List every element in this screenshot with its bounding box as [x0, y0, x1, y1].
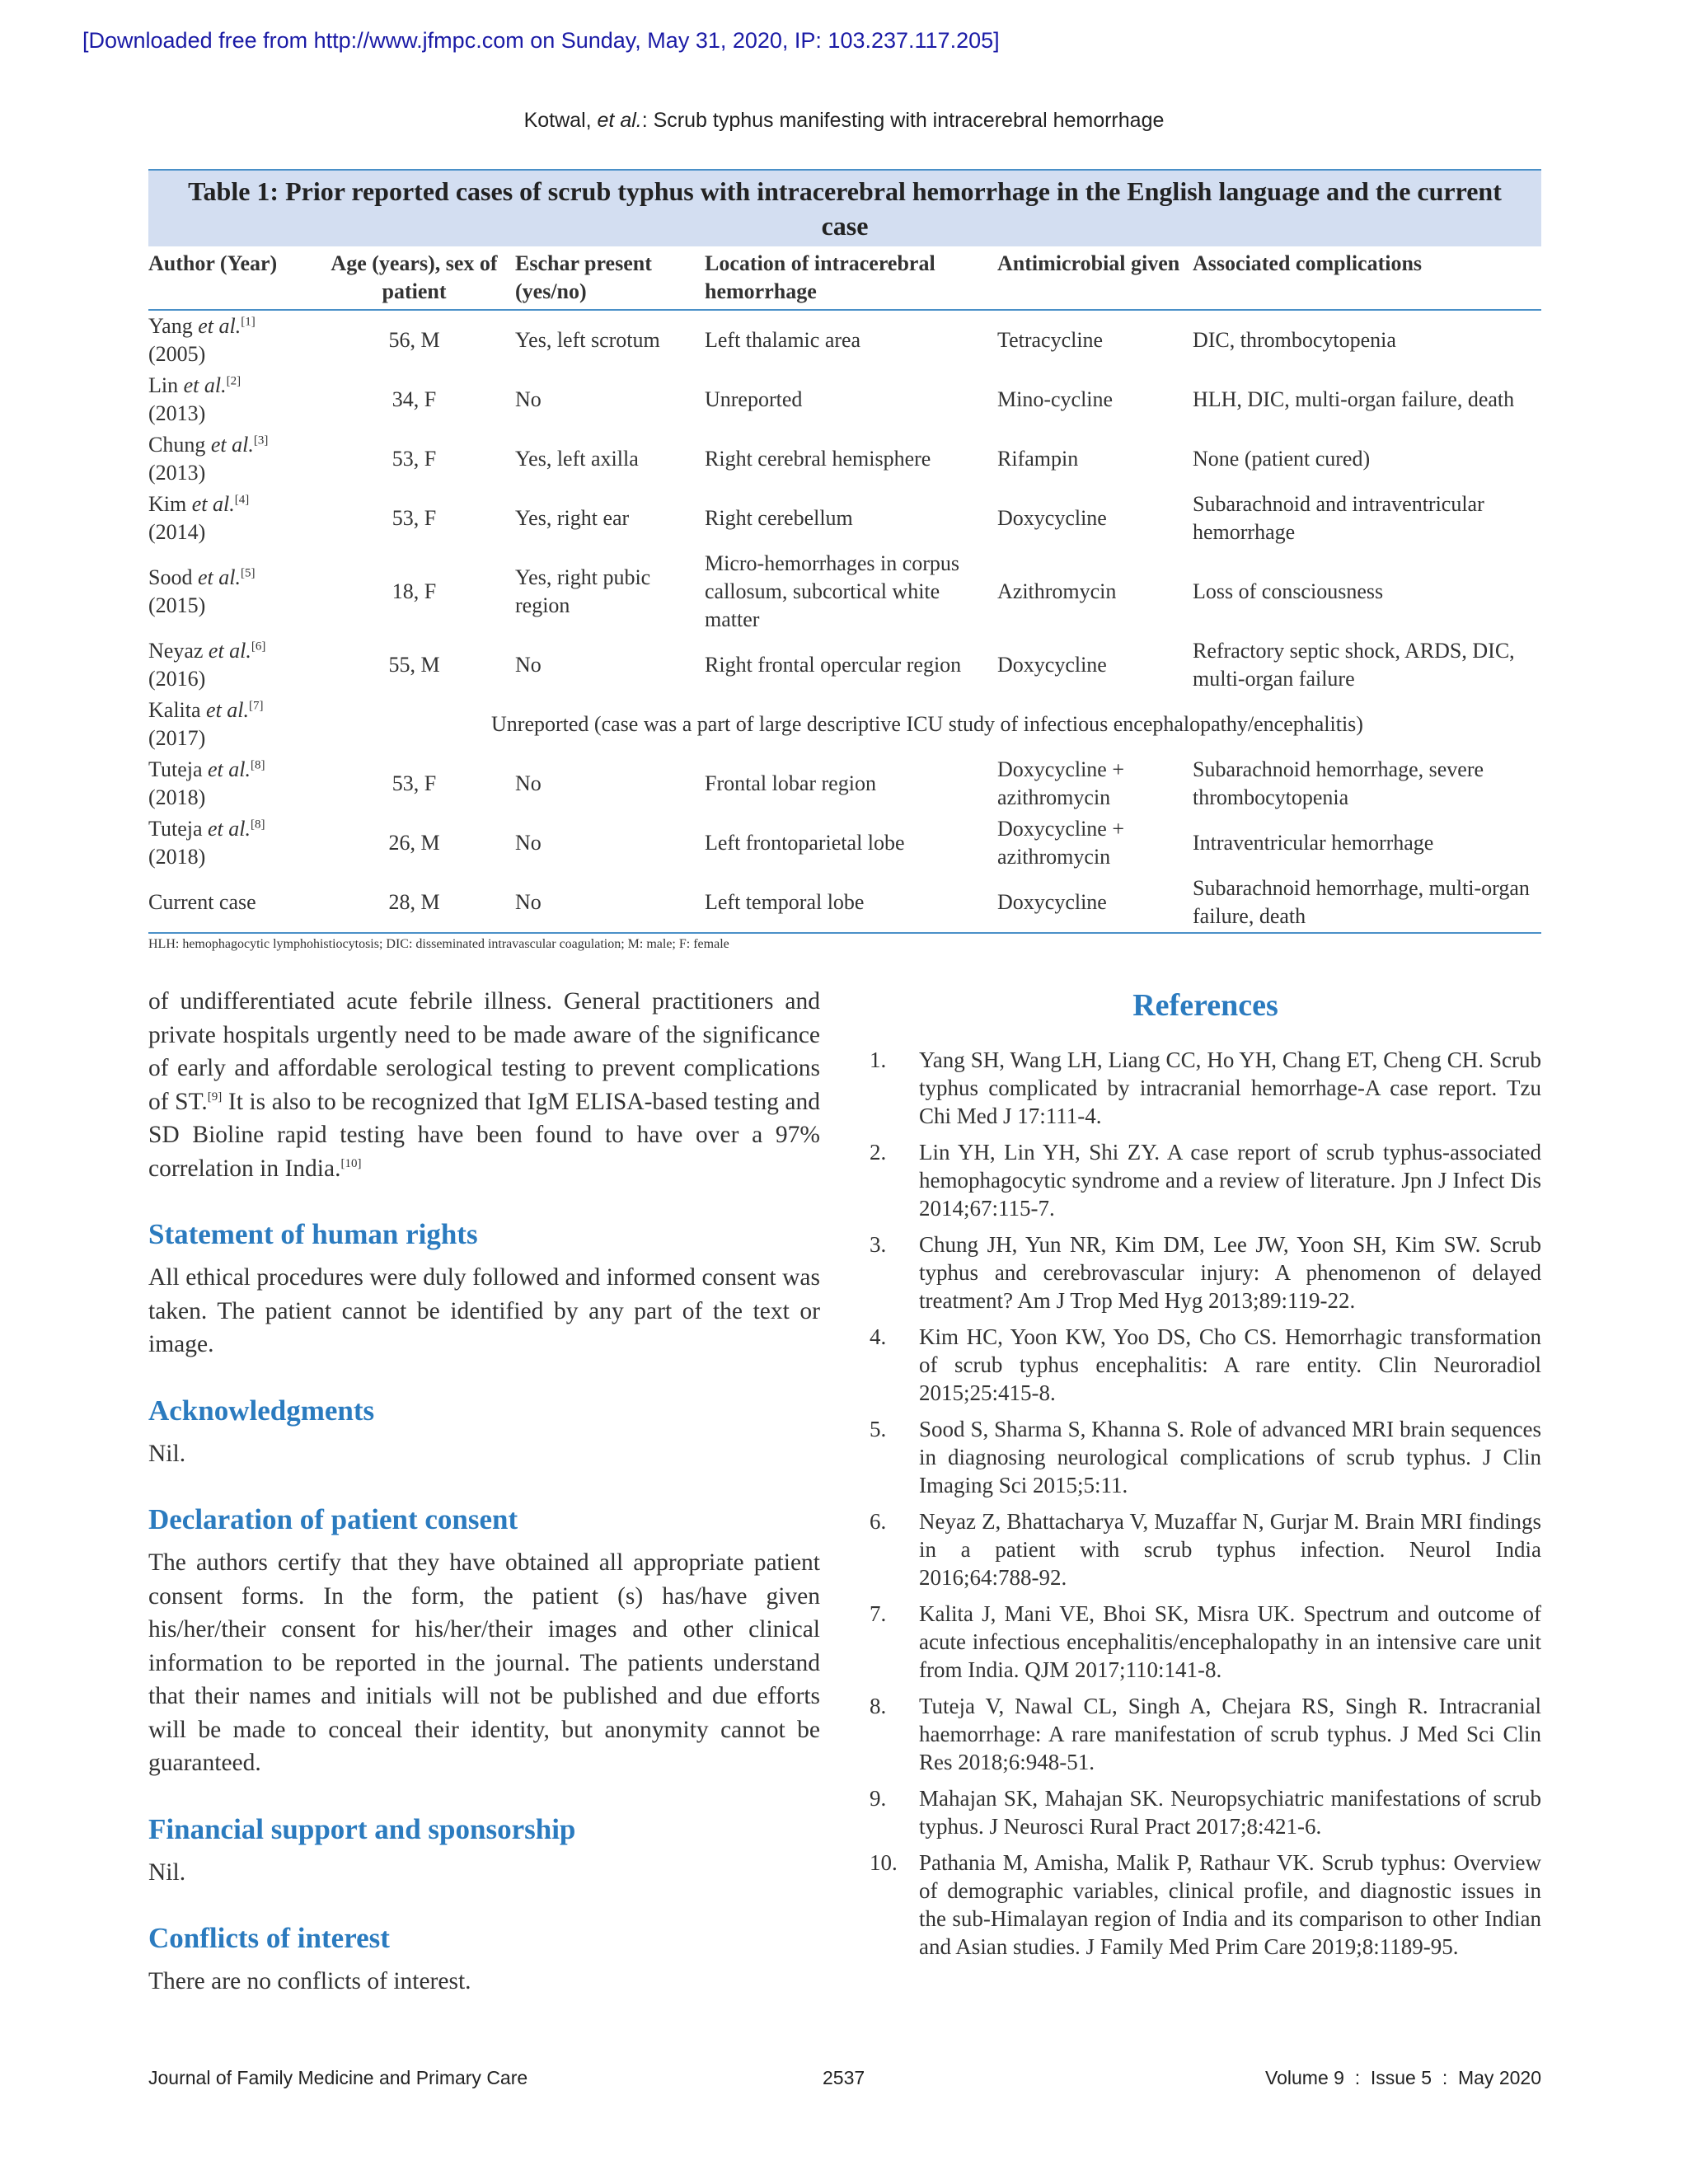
reference-item: [870, 1507, 1541, 1591]
header-complications: Associated complications: [1193, 246, 1541, 310]
cell-complications: Subarachnoid and intraventricular hemorrhage: [1193, 492, 1484, 544]
cell-age-sex: 56, M: [388, 328, 440, 352]
citation-link[interactable]: [4]: [234, 493, 250, 507]
table-footnote: HLH: hemophagocytic lymphohistiocytosis; DIC: disseminated intravascular coagulation; M: male; F: female: [148, 937, 729, 951]
cell-complications: Refractory septic shock, ARDS, DIC, multi‑organ failure: [1193, 639, 1515, 691]
cell-complications: Intraventricular hemorrhage: [1193, 831, 1434, 855]
cell-eschar: Yes, left scrotum: [515, 328, 660, 352]
author-etal: et al.: [198, 314, 241, 338]
cell-location: Left temporal lobe: [705, 873, 997, 933]
reference-text: Yang SH, Wang LH, Liang CC, Ho YH, Chang ET, Cheng CH. Scrub typhus complicated by intracranial hemorrhage‑A case report. Tzu Chi Med J 17:111‑4.: [919, 1047, 1541, 1128]
author-etal: et al.: [197, 565, 241, 589]
table-row: [148, 873, 1541, 933]
section-heading: Acknowledgments: [148, 1394, 375, 1427]
table-row: [148, 813, 1541, 873]
footer-page-number: 2537: [823, 2067, 865, 2088]
reference-item: [870, 1230, 1541, 1315]
citation-link[interactable]: [5]: [240, 566, 256, 580]
reference-number: 10.: [870, 1850, 898, 1875]
section-text: Nil.: [148, 1858, 186, 1886]
reference-text: Lin YH, Lin YH, Shi ZY. A case report of scrub typhus‑associated hemophagocytic syndrome and a review of literature. Jpn J Infect Dis 2014;67:115‑7.: [919, 1140, 1541, 1221]
author-name: Lin: [148, 373, 179, 397]
reference-item: [870, 1784, 1541, 1840]
reference-text: Kim HC, Yoon KW, Yoo DS, Cho CS. Hemorrhagic transformation of scrub typhus encephalitis: A rare entity. Clin Neuroradiol 2015;25:415‑8.: [919, 1324, 1541, 1405]
author-etal: et al.: [208, 639, 251, 663]
reference-item: [870, 1849, 1541, 1961]
author-name: Neyaz: [148, 639, 204, 663]
citation-9[interactable]: [9]: [207, 1090, 223, 1104]
cell-antimicrobial: Doxycycline: [997, 653, 1107, 677]
table-row: [148, 310, 1541, 370]
author-name: Current case: [148, 890, 256, 914]
cell-location: Right cerebral hemisphere: [705, 447, 931, 471]
cell-merged-note: Unreported (case was a part of large descriptive ICU study of infectious encephalopathy/encephalitis): [491, 712, 1363, 736]
intro-text-1: of undifferentiated acute febrile illness. General practitioners and private hospitals urgently need to be made aware of the significance of early and affordable serological testing to prevent complications of ST.: [148, 988, 820, 1115]
citation-link[interactable]: [2]: [226, 374, 241, 388]
cell-complications: Subarachnoid hemorrhage, severe thrombocytopenia: [1193, 757, 1484, 809]
author-name: Sood: [148, 565, 193, 589]
author-name: Tuteja: [148, 817, 203, 841]
table-caption: Table 1: Prior reported cases of scrub typhus with intracerebral hemorrhage in the English language and the current case: [148, 169, 1541, 246]
left-column: [148, 985, 820, 1999]
author-etal: et al.: [191, 492, 235, 516]
cell-complications: Subarachnoid hemorrhage, multi‑organ failure, death: [1193, 873, 1541, 933]
table-1: [148, 169, 1541, 952]
author-year: (2014): [148, 520, 206, 544]
cell-antimicrobial: Rifampin: [997, 447, 1079, 471]
author-name: Chung: [148, 433, 206, 457]
reference-number: 1.: [870, 1047, 887, 1072]
citation-link[interactable]: [8]: [251, 758, 265, 772]
author-year: (2016): [148, 667, 206, 691]
reference-number: 5.: [870, 1417, 887, 1441]
reference-number: 8.: [870, 1694, 887, 1718]
intro-paragraph: [148, 985, 820, 1185]
cell-location: Micro‑hemorrhages in corpus callosum, subcortical white matter: [705, 551, 960, 631]
table-row: [148, 370, 1541, 429]
table-row: [148, 695, 1541, 754]
cell-antimicrobial: Doxycycline: [997, 873, 1193, 933]
reference-number: 7.: [870, 1601, 887, 1626]
cell-age-sex: 53, F: [392, 771, 437, 795]
author-year: (2018): [148, 845, 206, 869]
table-row: [148, 429, 1541, 489]
cell-age-sex: 28, M: [313, 873, 515, 933]
cell-eschar: Yes, right pubic region: [515, 565, 651, 617]
running-head: [0, 109, 1688, 133]
author-etal: et al.: [183, 373, 227, 397]
reference-item: [870, 1415, 1541, 1499]
author-etal: et al.: [208, 817, 251, 841]
cases-table: [148, 246, 1541, 934]
cell-antimicrobial: Doxycycline: [997, 506, 1107, 530]
right-column: [870, 985, 1541, 1969]
cell-complications: HLH, DIC, multi‑organ failure, death: [1193, 387, 1515, 411]
cell-complications: Loss of consciousness: [1193, 579, 1384, 603]
section-text: Nil.: [148, 1440, 186, 1467]
table-row: [148, 489, 1541, 548]
cell-eschar: No: [515, 653, 542, 677]
table-body: [148, 310, 1541, 933]
citation-link[interactable]: [3]: [253, 434, 269, 448]
references-heading: References: [1132, 988, 1278, 1023]
reference-text: Chung JH, Yun NR, Kim DM, Lee JW, Yoon SH, Kim SW. Scrub typhus and cerebrovascular injury: A phenomenon of delayed treatment? Am J Trop Med Hyg 2013;89:119‑22.: [919, 1232, 1541, 1313]
download-watermark: [Downloaded free from http://www.jfmpc.com on Sunday, May 31, 2020, IP: 103.237.117.205]: [82, 28, 1000, 53]
reference-item: [870, 1692, 1541, 1776]
cell-eschar: No: [515, 873, 705, 933]
section-text: There are no conflicts of interest.: [148, 1968, 471, 1994]
author-name: Tuteja: [148, 757, 203, 781]
reference-text: Mahajan SK, Mahajan SK. Neuropsychiatric manifestations of scrub typhus. J Neurosci Rural Pract 2017;8:421‑6.: [919, 1786, 1541, 1839]
running-head-title: : Scrub typhus manifesting with intracerebral hemorrhage: [641, 109, 1165, 132]
reference-number: 3.: [870, 1232, 887, 1257]
cell-location: Left thalamic area: [705, 328, 861, 352]
cell-complications: DIC, thrombocytopenia: [1193, 328, 1396, 352]
author-year: (2005): [148, 342, 206, 366]
author-etal: et al.: [208, 757, 251, 781]
cell-age-sex: 26, M: [388, 831, 440, 855]
section-text: All ethical procedures were duly followed and informed consent was taken. The patient cannot be identified by any part of the text or image.: [148, 1264, 820, 1357]
cell-author: [148, 873, 313, 933]
author-year: (2013): [148, 401, 206, 425]
cell-eschar: No: [515, 771, 542, 795]
header-author: Author (Year): [148, 246, 313, 310]
author-etal: et al.: [210, 433, 254, 457]
citation-link[interactable]: [6]: [251, 640, 266, 654]
section-heading: Declaration of patient consent: [148, 1503, 518, 1535]
table-row: [148, 635, 1541, 695]
author-year: (2015): [148, 593, 206, 617]
back-matter-sections: [148, 1216, 820, 1999]
author-name: Yang: [148, 314, 193, 338]
header-eschar: Eschar present (yes/no): [515, 246, 705, 310]
reference-item: [870, 1138, 1541, 1222]
cell-age-sex: 18, F: [392, 579, 437, 603]
cell-author: [148, 310, 313, 370]
cell-author: [148, 489, 313, 548]
header-antimicrobial: Antimicrobial given: [997, 246, 1193, 310]
cell-author: [148, 429, 313, 489]
section-heading: Statement of human rights: [148, 1218, 478, 1250]
footer-journal: Journal of Family Medicine and Primary Care: [148, 2067, 528, 2088]
reference-number: 6.: [870, 1509, 887, 1534]
cell-age-sex: 55, M: [388, 653, 440, 677]
author-etal: et al.: [206, 698, 250, 722]
running-head-author: Kotwal,: [523, 109, 592, 132]
reference-text: Sood S, Sharma S, Khanna S. Role of advanced MRI brain sequences in diagnosing neurological complications of scrub typhus. J Clin Imaging Sci 2015;5:11.: [919, 1417, 1541, 1497]
table-row: [148, 548, 1541, 635]
section-heading: Conflicts of interest: [148, 1922, 390, 1954]
reference-number: 4.: [870, 1324, 887, 1349]
cell-location: Frontal lobar region: [705, 771, 876, 795]
cell-author: [148, 635, 313, 695]
cell-eschar: No: [515, 831, 542, 855]
cell-eschar: No: [515, 387, 542, 411]
cell-author: [148, 695, 313, 754]
citation-10[interactable]: [10]: [340, 1156, 362, 1170]
citation-link[interactable]: [7]: [249, 699, 264, 713]
cell-age-sex: 34, F: [392, 387, 437, 411]
cell-author: [148, 754, 313, 813]
author-name: Kalita: [148, 698, 201, 722]
reference-item: [870, 1046, 1541, 1130]
author-year: (2018): [148, 785, 206, 809]
reference-item: [870, 1323, 1541, 1407]
cell-author: [148, 370, 313, 429]
table-header-row: [148, 246, 1541, 310]
reference-number: 9.: [870, 1786, 887, 1811]
cell-eschar: Yes, left axilla: [515, 447, 639, 471]
cell-location: Left frontoparietal lobe: [705, 831, 905, 855]
cell-eschar: Yes, right ear: [515, 506, 630, 530]
cell-antimicrobial: Doxycycline + azithromycin: [997, 817, 1125, 869]
reference-text: Pathania M, Amisha, Malik P, Rathaur VK. Scrub typhus: Overview of demographic variables, clinical profile, and diagnostic issues in the sub‑Himalayan region of India and its comparison to other Indian and Asian studies. J Family Med Prim Care 2019;8:1189‑95.: [919, 1850, 1541, 1959]
cell-antimicrobial: Azithromycin: [997, 579, 1117, 603]
author-name: Kim: [148, 492, 187, 516]
cell-author: [148, 813, 313, 873]
header-age-sex: Age (years), sex of patient: [313, 246, 515, 310]
cell-age-sex: 53, F: [392, 447, 437, 471]
author-year: (2017): [148, 726, 206, 750]
reference-text: Tuteja V, Nawal CL, Singh A, Chejara RS, Singh R. Intracranial haemorrhage: A rare manifestation of scrub typhus. J Med Sci Clin Res 2018;6:948‑51.: [919, 1694, 1541, 1774]
header-location: Location of intracerebral hemorrhage: [705, 246, 997, 310]
cell-age-sex: 53, F: [392, 506, 437, 530]
cell-antimicrobial: Mino‑cycline: [997, 387, 1114, 411]
author-year: (2013): [148, 461, 206, 485]
section-heading: Financial support and sponsorship: [148, 1812, 576, 1845]
cell-antimicrobial: Tetracycline: [997, 328, 1104, 352]
cell-author: [148, 548, 313, 635]
cell-antimicrobial: Doxycycline + azithromycin: [997, 757, 1125, 809]
reference-item: [870, 1600, 1541, 1684]
footer-issue: Volume 9 : Issue 5 : May 2020: [1265, 2067, 1541, 2088]
section-text: The authors certify that they have obtained all appropriate patient consent forms. In the form, the patient (s) has/have given his/her/their consent for his/her/their images and other clinical information to be reported in the journal. The patients understand that their names and initials will not be published and due efforts will be made to conceal their identity, but anonymity cannot be guaranteed.: [148, 1549, 820, 1776]
cell-location: Unreported: [705, 387, 803, 411]
references-list: [870, 1046, 1541, 1961]
citation-link[interactable]: [1]: [241, 315, 256, 329]
reference-number: 2.: [870, 1140, 887, 1165]
reference-text: Neyaz Z, Bhattacharya V, Muzaffar N, Gurjar M. Brain MRI findings in a patient with scrub typhus infection. Neurol India 2016;64:788‑92.: [919, 1509, 1541, 1590]
cell-location: Right frontal opercular region: [705, 653, 962, 677]
running-head-etal: et al.: [597, 109, 642, 132]
table-row: [148, 754, 1541, 813]
reference-text: Kalita J, Mani VE, Bhoi SK, Misra UK. Spectrum and outcome of acute infectious encephalitis/encephalopathy in an intensive care unit from India. QJM 2017;110:141‑8.: [919, 1601, 1541, 1682]
citation-link[interactable]: [8]: [251, 818, 265, 832]
intro-text-2: It is also to be recognized that IgM ELISA‑based testing and SD Bioline rapid testing have been found to have over a 97% correlation in India.: [148, 1088, 820, 1182]
cell-complications: None (patient cured): [1193, 447, 1371, 471]
cell-location: Right cerebellum: [705, 506, 853, 530]
